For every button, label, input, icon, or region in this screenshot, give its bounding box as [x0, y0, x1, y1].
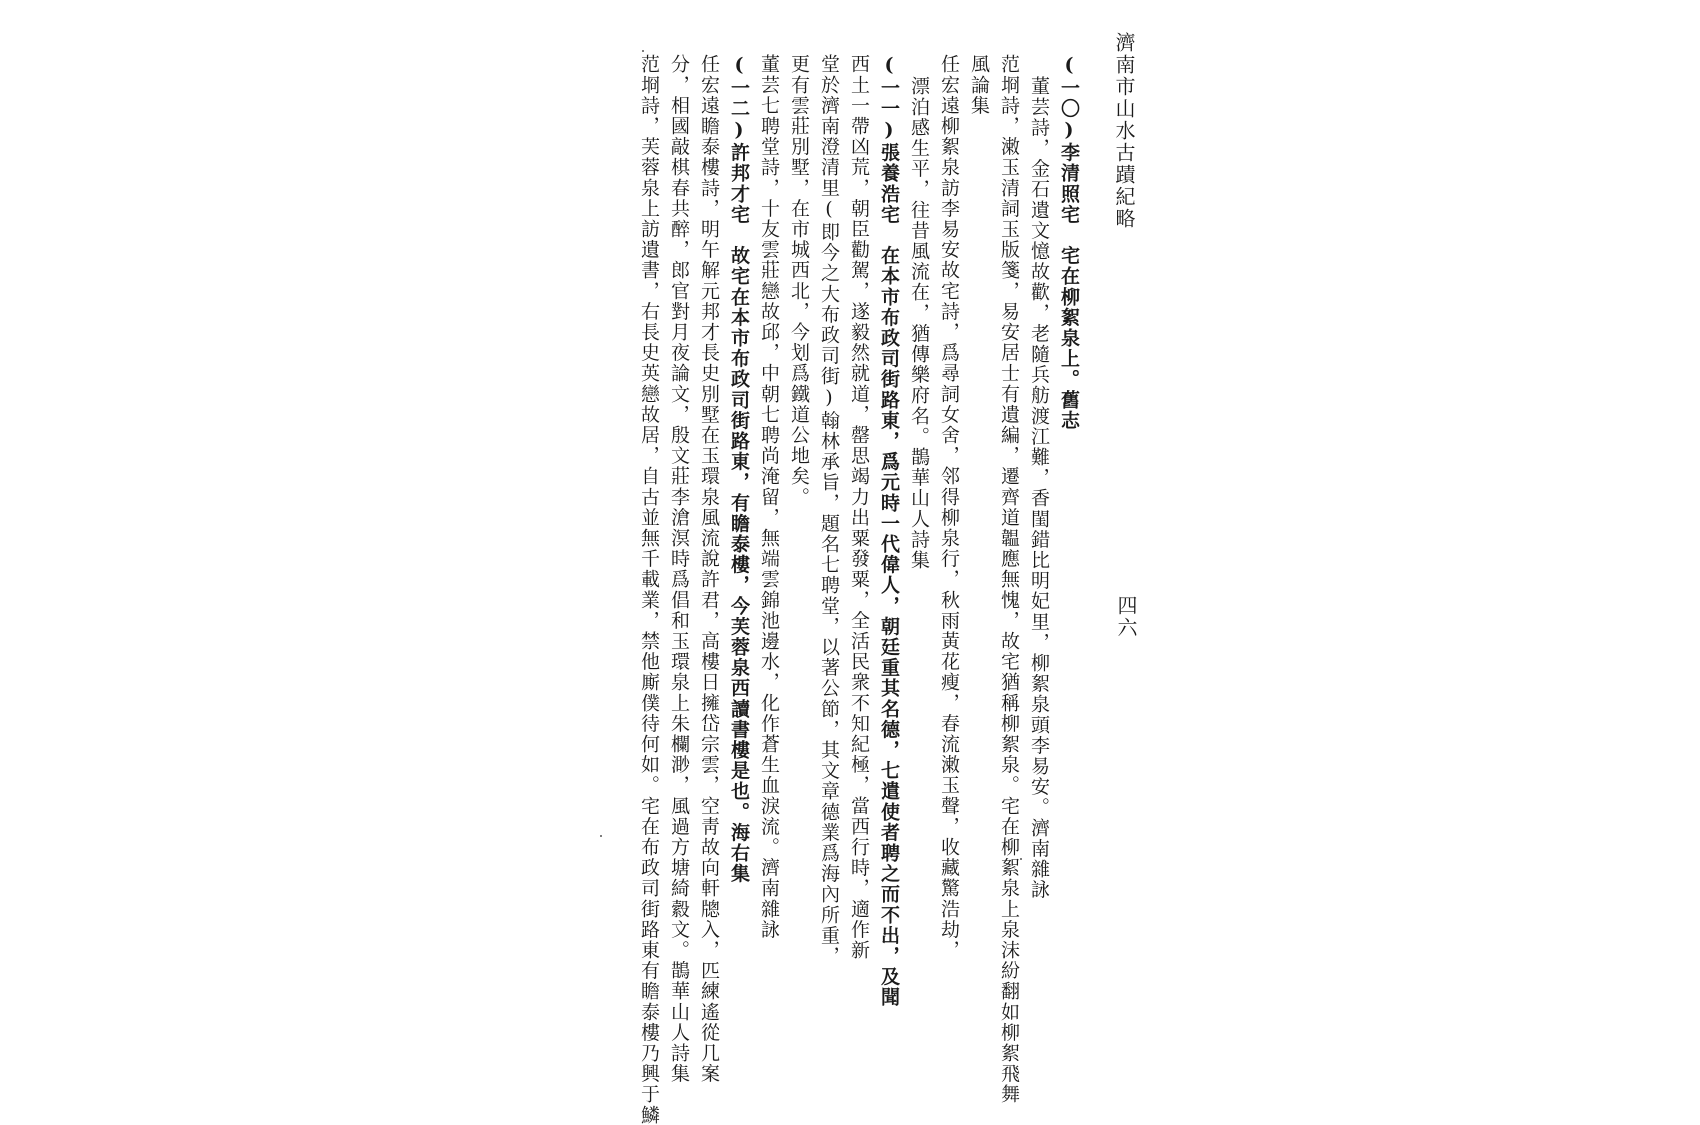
text-column: 分，相國敲棋春共醉，郎官對月夜論文，殷文莊李滄溟時爲倡和玉環泉上朱欄渺，風過方塘綺縠文。鵲華山人詩集 — [668, 54, 690, 1084]
text-column: 任宏遠瞻泰樓詩，明午解元邦才長史別墅在玉環泉風流說許君，高樓日擁岱宗雲，空靑故向軒牕入，匹練遙從几案 — [698, 54, 720, 1084]
text-column: 更有雲莊別墅，在市城西北，今划爲鐵道公地矣。 — [788, 54, 810, 508]
text-column: 董芸七聘堂詩，十友雲莊戀故邱，中朝七聘尚淹留，無端雲錦池邊水，化作蒼生血淚流。濟南雜詠 — [758, 54, 780, 940]
text-column: 堂於濟南澄清里(即今之大布政司街)翰林承旨，題名七聘堂，以著公節，其文章德業爲海內所重， — [818, 54, 840, 967]
scan-speck — [600, 835, 602, 837]
running-title: 濟南市山水古蹟紀略 — [1112, 32, 1136, 230]
text-column: (一一)張養浩宅 在本市布政司街路東，爲元時一代偉人，朝廷重其名德，七遣使者聘之而不出，及聞 — [878, 54, 900, 1008]
text-column: (一二)許邦才宅 故宅在本市布政司街路東，有瞻泰樓，今芙蓉泉西讀書樓是也。海右集 — [728, 54, 750, 884]
text-column: 范埛詩，芙蓉泉上訪遺書，右長史英戀故居，自古並無千載業，禁他廝僕待何如。宅在布政司街路東有瞻泰樓乃興于鱗 — [638, 54, 660, 1125]
text-column: 西土一帶凶荒，朝臣勸駕，遂毅然就道，罄思竭力出粟發粟，全活民衆不知紀極，當西行時，適作新 — [848, 54, 870, 961]
text-column: (一〇)李清照宅 宅在柳絮泉上。舊志 — [1058, 54, 1080, 431]
book-page — [580, 20, 1160, 1125]
scan-speck — [642, 50, 644, 52]
text-column: 董芸詩，金石遺文憶故歡，老隨兵舫渡江難，香閨錯比明妃里，柳絮泉頭李易安。濟南雜詠 — [1028, 76, 1050, 900]
page-number: 四六 — [1114, 595, 1138, 639]
text-column: 任宏遠柳絮泉訪李易安故宅詩，爲尋詞女舍，邻得柳泉行，秋雨黃花瘦，春流潄玉聲，收藏驚浩劫， — [938, 54, 960, 961]
text-column: 漂泊感生平，往昔風流在，猶傳樂府名。鵲華山人詩集 — [908, 76, 930, 571]
text-column: 風論集 — [968, 54, 990, 116]
text-column: 范埛詩，潄玉清詞玉版箋，易安居士有遺編，遷齊道韞應無愧，故宅猶稱柳絮泉。宅在柳絮泉上泉沫紛翻如柳絮飛舞 — [998, 54, 1020, 1105]
scan-speck — [1020, 858, 1022, 860]
